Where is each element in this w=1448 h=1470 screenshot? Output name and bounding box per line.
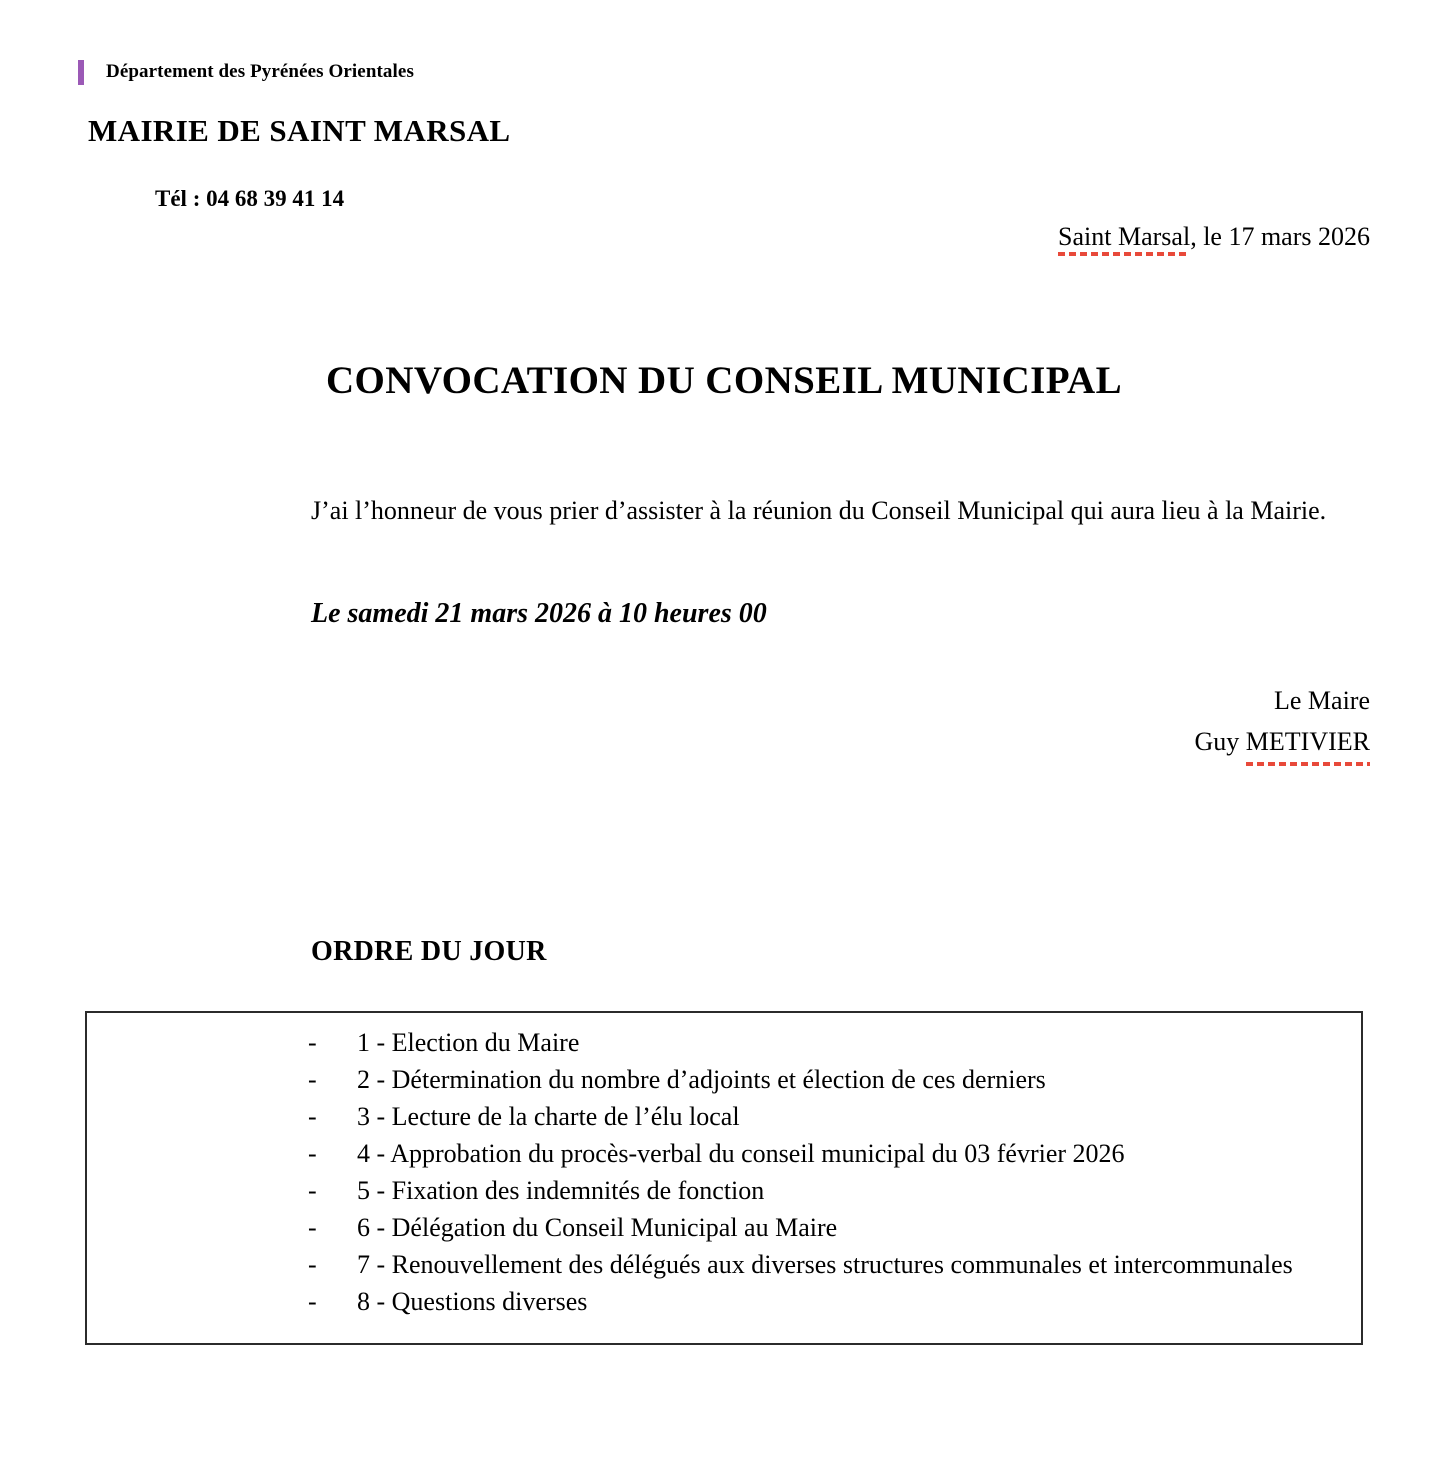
agenda-item-label: 7 - Renouvellement des délégués aux diverses structures communales et intercommunales	[357, 1250, 1293, 1279]
signature-name	[1195, 721, 1370, 764]
agenda-bullet-dash: -	[308, 1250, 317, 1279]
dateline-city: Saint Marsal	[1058, 222, 1190, 254]
department-label: Département des Pyrénées Orientales	[106, 61, 414, 82]
agenda-box	[85, 1011, 1363, 1345]
signature-name-surname: METIVIER	[1246, 721, 1370, 764]
agenda-bullet-dash: -	[308, 1287, 317, 1316]
intro-paragraph: J’ai l’honneur de vous prier d’assister à la réunion du Conseil Municipal qui aura lieu à la Mairie.	[311, 496, 1327, 525]
meeting-datetime: Le samedi 21 mars 2026 à 10 heures 00	[311, 598, 767, 629]
agenda-item	[87, 1246, 1361, 1283]
agenda-item-label: 1 - Election du Maire	[357, 1028, 580, 1057]
agenda-item	[87, 1024, 1361, 1061]
agenda-item-label: 4 - Approbation du procès-verbal du conseil municipal du 03 février 2026	[357, 1139, 1125, 1168]
agenda-item	[87, 1172, 1361, 1209]
agenda-bullet-dash: -	[308, 1065, 317, 1094]
agenda-item	[87, 1135, 1361, 1172]
signature-block	[1195, 680, 1370, 764]
agenda-list	[87, 1013, 1361, 1320]
agenda-item-label: 8 - Questions diverses	[357, 1287, 588, 1316]
agenda-item	[87, 1209, 1361, 1246]
agenda-bullet-dash: -	[308, 1213, 317, 1242]
mairie-title: MAIRIE DE SAINT MARSAL	[88, 113, 511, 148]
phone-label: Tél : 04 68 39 41 14	[155, 186, 345, 211]
agenda-heading: ORDRE DU JOUR	[311, 936, 547, 967]
agenda-bullet-dash: -	[308, 1028, 317, 1057]
signature-role: Le Maire	[1273, 686, 1370, 715]
agenda-item-label: 5 - Fixation des indemnités de fonction	[357, 1176, 765, 1205]
department-line	[78, 58, 414, 86]
dateline	[1058, 222, 1370, 254]
agenda-item	[87, 1098, 1361, 1135]
agenda-item-label: 2 - Détermination du nombre d’adjoints et élection de ces derniers	[357, 1065, 1046, 1094]
page-title: CONVOCATION DU CONSEIL MUNICIPAL	[325, 359, 1123, 402]
agenda-item-label: 3 - Lecture de la charte de l’élu local	[357, 1102, 740, 1131]
agenda-item-label: 6 - Délégation du Conseil Municipal au Maire	[357, 1213, 838, 1242]
signature-name-first: Guy	[1194, 727, 1246, 756]
agenda-bullet-dash: -	[308, 1139, 317, 1168]
dateline-rest: , le 17 mars 2026	[1190, 222, 1370, 251]
agenda-bullet-dash: -	[308, 1176, 317, 1205]
agenda-item	[87, 1061, 1361, 1098]
agenda-item	[87, 1283, 1361, 1320]
agenda-bullet-dash: -	[308, 1102, 317, 1131]
accent-bar-icon	[78, 60, 84, 85]
